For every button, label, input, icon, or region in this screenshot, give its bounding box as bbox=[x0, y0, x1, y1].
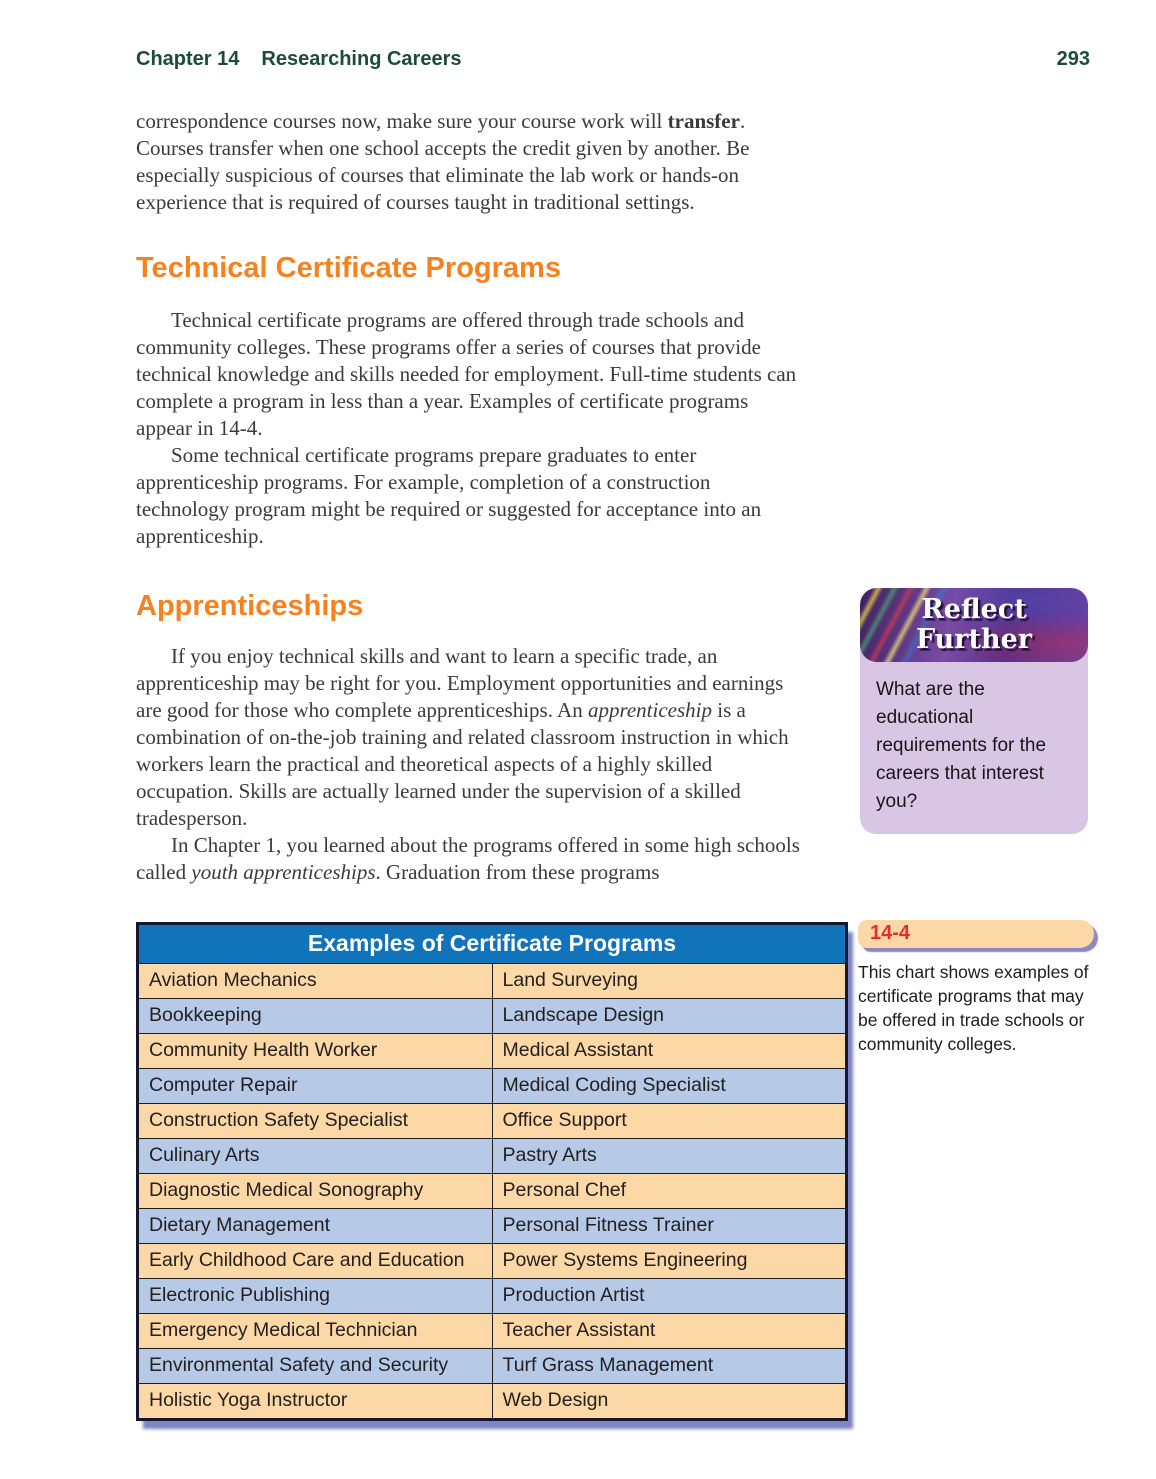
table-row bbox=[138, 1384, 847, 1420]
running-head bbox=[136, 48, 1090, 71]
table-row bbox=[138, 1104, 847, 1139]
table-cell: Aviation Mechanics bbox=[138, 964, 493, 999]
paragraph bbox=[136, 643, 804, 832]
paragraph-text: If you enjoy technical skills and want to learn a specific trade, an apprenticeship may be right for you. Employment opportunities and earnings are good for those who complete apprenticeships. An bbox=[136, 644, 784, 722]
table-cell: Power Systems Engineering bbox=[492, 1244, 847, 1279]
figure-label-pill bbox=[858, 920, 1094, 948]
italic-term: apprenticeship bbox=[587, 698, 712, 722]
table-cell: Dietary Management bbox=[138, 1209, 493, 1244]
table-cell: Culinary Arts bbox=[138, 1139, 493, 1174]
table-row bbox=[138, 1034, 847, 1069]
table-cell: Early Childhood Care and Education bbox=[138, 1244, 493, 1279]
table-cell: Community Health Worker bbox=[138, 1034, 493, 1069]
table-cell: Medical Assistant bbox=[492, 1034, 847, 1069]
table-cell: Personal Chef bbox=[492, 1174, 847, 1209]
table-cell: Environmental Safety and Security bbox=[138, 1349, 493, 1384]
page-number: 293 bbox=[1056, 48, 1090, 70]
heading-technical-certificate-programs: Technical Certificate Programs bbox=[136, 252, 561, 284]
table-cell: Construction Safety Specialist bbox=[138, 1104, 493, 1139]
table-row bbox=[138, 1314, 847, 1349]
table-cell: Web Design bbox=[492, 1384, 847, 1420]
table-row bbox=[138, 1349, 847, 1384]
table-cell: Office Support bbox=[492, 1104, 847, 1139]
table-cell: Personal Fitness Trainer bbox=[492, 1209, 847, 1244]
table-row bbox=[138, 1244, 847, 1279]
table-cell: Pastry Arts bbox=[492, 1139, 847, 1174]
chapter-title: Researching Careers bbox=[261, 48, 462, 70]
table-row bbox=[138, 964, 847, 999]
table-row bbox=[138, 1069, 847, 1104]
table-cell: Computer Repair bbox=[138, 1069, 493, 1104]
italic-term: youth apprenticeships bbox=[191, 860, 376, 884]
table-cell: Land Surveying bbox=[492, 964, 847, 999]
running-head-left bbox=[136, 48, 461, 71]
reflect-title-line1: Reflect bbox=[921, 594, 1027, 625]
table-title: Examples of Certificate Programs bbox=[138, 924, 847, 964]
table-row bbox=[138, 1279, 847, 1314]
table-cell: Bookkeeping bbox=[138, 999, 493, 1034]
reflect-question: What are the educational requirements for the careers that interest you? bbox=[876, 679, 1047, 812]
figure-note bbox=[858, 920, 1094, 1056]
table-row bbox=[138, 1209, 847, 1244]
paragraph: Some technical certificate programs prepare graduates to enter apprenticeship programs. For example, completion of a construction technology program might be required or suggested for acceptance into an apprenticeship. bbox=[136, 443, 762, 548]
figure-label: 14-4 bbox=[870, 922, 911, 944]
paragraph-text: is a combination of on-the-job training and related classroom instruction in which workers learn the practical and theoretical aspects of a highly skilled occupation. Skills are actually learned under the supervision of a skilled tradesperson. bbox=[136, 698, 789, 830]
table-row bbox=[138, 999, 847, 1034]
paragraph: Technical certificate programs are offered through trade schools and community colleges. These programs offer a series of courses that provide technical knowledge and skills needed for employment. Full-time students can complete a program in less than a year. Examples of certificate programs appear in 14-4. bbox=[136, 308, 797, 440]
reflect-title-line2: Further bbox=[915, 624, 1033, 655]
table-cell: Production Artist bbox=[492, 1279, 847, 1314]
paragraph-text: correspondence courses now, make sure your course work will bbox=[136, 109, 668, 133]
paragraph-text: . Graduation from these programs bbox=[375, 860, 660, 884]
table-cell: Diagnostic Medical Sonography bbox=[138, 1174, 493, 1209]
paragraph-continuation bbox=[136, 108, 804, 216]
table-cell: Emergency Medical Technician bbox=[138, 1314, 493, 1349]
table-cell: Electronic Publishing bbox=[138, 1279, 493, 1314]
table-cell: Turf Grass Management bbox=[492, 1349, 847, 1384]
table-row bbox=[138, 1139, 847, 1174]
bold-term: transfer bbox=[667, 109, 740, 133]
paragraph bbox=[136, 832, 804, 886]
certificate-programs-table bbox=[136, 922, 848, 1421]
paragraph-text: In Chapter 1, you learned about the programs offered in some high schools called bbox=[136, 833, 800, 884]
table-cell: Medical Coding Specialist bbox=[492, 1069, 847, 1104]
paragraph-text: . Courses transfer when one school accepts the credit given by another. Be especially suspicious of courses that eliminate the lab work or hands-on experience that is required of courses taught in traditional settings. bbox=[136, 109, 750, 214]
table-cell: Holistic Yoga Instructor bbox=[138, 1384, 493, 1420]
main-text-column bbox=[136, 108, 804, 886]
table-row bbox=[138, 1174, 847, 1209]
heading-apprenticeships: Apprenticeships bbox=[136, 590, 364, 622]
table-header-row bbox=[138, 924, 847, 964]
figure-caption: This chart shows examples of certificate programs that may be offered in trade schools or community colleges. bbox=[858, 962, 1089, 1054]
reflect-further-header bbox=[860, 588, 1088, 662]
table-cell: Landscape Design bbox=[492, 999, 847, 1034]
reflect-further-box bbox=[860, 588, 1088, 834]
table-cell: Teacher Assistant bbox=[492, 1314, 847, 1349]
chapter-number: Chapter 14 bbox=[136, 48, 240, 70]
